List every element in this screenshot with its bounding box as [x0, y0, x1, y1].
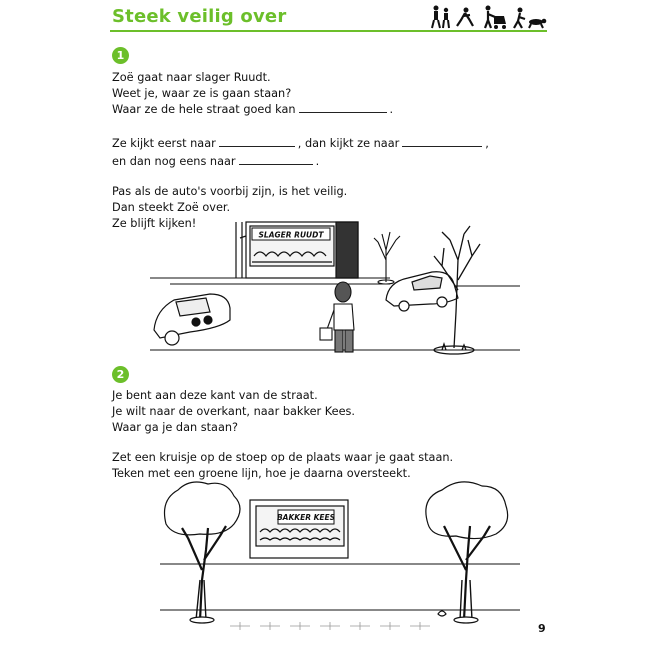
- safe-line2: Dan steekt Zoë over.: [112, 201, 231, 214]
- answer-blank-1[interactable]: [299, 111, 387, 113]
- tree-left: [165, 482, 241, 623]
- exercise-number-2: 2: [112, 366, 129, 383]
- look-line1-end: ,: [485, 137, 489, 150]
- exercise1-intro-line1: Zoë gaat naar slager Ruudt.: [112, 71, 271, 84]
- intro-line3-end: .: [389, 103, 394, 116]
- look-line2-start: en dan nog eens naar: [112, 155, 236, 168]
- running-child-icon: [457, 8, 473, 27]
- small-tree: [374, 232, 400, 284]
- girl-zoe-figure: [320, 282, 354, 352]
- walking-people-icon: [432, 6, 449, 29]
- street-scene-butcher: [150, 220, 530, 360]
- bakery-shop-sign: BAKKER KEES: [276, 513, 336, 522]
- page-number: 9: [538, 622, 546, 635]
- crawling-child-icon: [514, 8, 546, 29]
- header-icons: [428, 4, 548, 30]
- car-left: [154, 294, 230, 345]
- exercise2-intro-line3: Waar ga je dan staan?: [112, 421, 239, 434]
- look-line2-end: .: [315, 155, 320, 168]
- answer-blank-2[interactable]: [219, 145, 295, 147]
- butcher-shop-sign: SLAGER RUUDT: [258, 230, 324, 240]
- exercise1-intro-line3: [112, 102, 393, 118]
- exercise1-intro-line2: Weet je, waar ze is gaan staan?: [112, 87, 292, 100]
- look-line1-mid: , dan kijkt ze naar: [297, 137, 400, 150]
- street-scene-bakery[interactable]: [160, 480, 520, 630]
- bakery-shop: [250, 500, 348, 558]
- exercise2-intro-line2: Je wilt naar de overkant, naar bakker Kees.: [112, 405, 356, 418]
- look-line1: [112, 136, 489, 152]
- stroller-icon: [485, 6, 506, 30]
- answer-blank-4[interactable]: [239, 163, 313, 165]
- exercise2-intro-line1: Je bent aan deze kant van de straat.: [112, 389, 318, 402]
- title-underline: [110, 30, 547, 32]
- sidewalk-tiles: [230, 622, 430, 630]
- instruction-line1: Zet een kruisje op de stoep op de plaats waar je gaat staan.: [112, 451, 454, 464]
- safe-line3: Ze blijft kijken!: [112, 217, 197, 230]
- look-line2: [112, 154, 319, 170]
- answer-blank-3[interactable]: [402, 145, 482, 147]
- intro-line3-text: Waar ze de hele straat goed kan: [112, 103, 296, 116]
- instruction-line2: Teken met een groene lijn, hoe je daarna oversteekt.: [112, 467, 411, 480]
- page-title: Steek veilig over: [112, 6, 287, 27]
- exercise-number-1: 1: [112, 47, 129, 64]
- safe-line1: Pas als de auto's voorbij zijn, is het veilig.: [112, 185, 348, 198]
- car-right: [386, 272, 458, 311]
- tree-right: [426, 482, 508, 623]
- look-line1-start: Ze kijkt eerst naar: [112, 137, 216, 150]
